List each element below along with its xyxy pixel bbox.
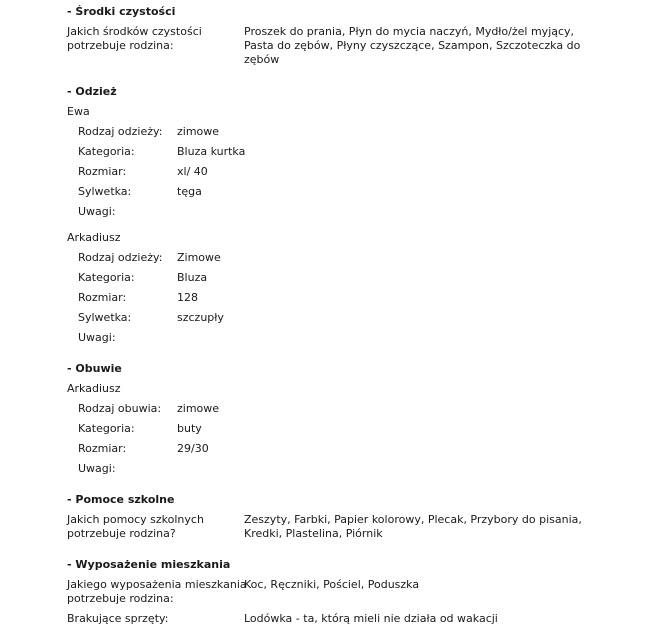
cleaning-answer-line-1: Proszek do prania, Płyn do mycia naczyń, Mydło/żel myjący,	[244, 25, 575, 38]
field-value: zimowe	[177, 402, 220, 415]
cleaning-question-line-2: potrzebuje rodzina:	[67, 39, 174, 52]
missing-equipment-value: Lodówka - ta, którą mieli nie działa od wakacji	[244, 612, 498, 625]
school-question-line-1: Jakich pomocy szkolnych	[67, 513, 204, 526]
field-label: Rodzaj obuwia:	[78, 402, 162, 415]
field-label: Uwagi:	[78, 331, 116, 344]
field-label: Sylwetka:	[78, 311, 132, 324]
field-label: Kategoria:	[78, 422, 135, 435]
school-answer-line-1: Zeszyty, Farbki, Papier kolorowy, Plecak, Przybory do pisania,	[244, 513, 582, 526]
section-heading-home: - Wyposażenie mieszkania	[67, 558, 231, 571]
home-question-line-1: Jakiego wyposażenia mieszkania	[67, 578, 247, 591]
cleaning-question-line-1: Jakich środków czystości	[67, 25, 202, 38]
school-question-line-2: potrzebuje rodzina?	[67, 527, 176, 540]
field-value: Bluza kurtka	[177, 145, 246, 158]
field-label: Kategoria:	[78, 271, 135, 284]
home-question-line-2: potrzebuje rodzina:	[67, 592, 174, 605]
field-label: Sylwetka:	[78, 185, 132, 198]
section-heading-cleaning: - Środki czystości	[67, 5, 176, 18]
field-label: Rozmiar:	[78, 165, 127, 178]
field-label: Uwagi:	[78, 462, 116, 475]
section-heading-shoes: - Obuwie	[67, 362, 122, 375]
field-label: Rodzaj odzieży:	[78, 125, 163, 138]
home-answer-line-1: Koc, Ręczniki, Pościel, Poduszka	[244, 578, 420, 591]
cleaning-answer-line-2: Pasta do zębów, Płyny czyszczące, Szampon, Szczoteczka do	[244, 39, 581, 52]
person-name: Ewa	[67, 105, 90, 118]
field-value: szczupły	[177, 311, 224, 324]
cleaning-answer-line-3: zębów	[244, 53, 280, 66]
field-label: Kategoria:	[78, 145, 135, 158]
field-value: zimowe	[177, 125, 220, 138]
person-name: Arkadiusz	[67, 231, 121, 244]
field-label: Rodzaj odzieży:	[78, 251, 163, 264]
field-label: Uwagi:	[78, 205, 116, 218]
person-name: Arkadiusz	[67, 382, 121, 395]
missing-equipment-label: Brakujące sprzęty:	[67, 612, 169, 625]
field-value: Bluza	[177, 271, 208, 284]
field-value: 29/30	[177, 442, 209, 455]
section-heading-clothing: - Odzież	[67, 85, 117, 98]
field-label: Rozmiar:	[78, 442, 127, 455]
field-value: tęga	[177, 185, 202, 198]
field-value: Zimowe	[177, 251, 221, 264]
field-value: xl/ 40	[177, 165, 208, 178]
section-heading-school: - Pomoce szkolne	[67, 493, 175, 506]
field-value: buty	[177, 422, 202, 435]
field-label: Rozmiar:	[78, 291, 127, 304]
school-answer-line-2: Kredki, Plastelina, Piórnik	[244, 527, 383, 540]
field-value: 128	[177, 291, 198, 304]
